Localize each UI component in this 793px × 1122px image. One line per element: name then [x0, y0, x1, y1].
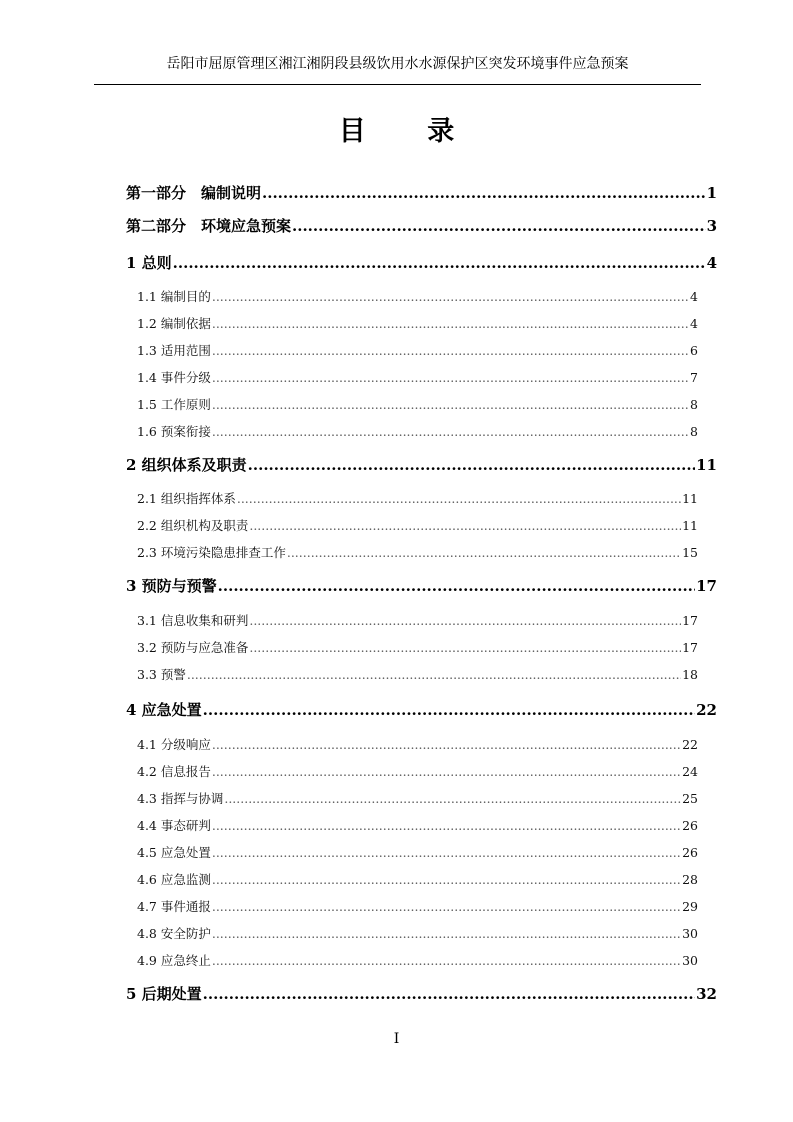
toc-dot-leader — [203, 984, 695, 1004]
toc-entry-chapter[interactable] — [126, 984, 717, 1004]
toc-entry-page: 17 — [682, 640, 698, 655]
toc-entry-section[interactable] — [137, 288, 698, 306]
toc-dot-leader — [212, 315, 689, 333]
toc-dot-leader — [248, 455, 695, 475]
toc-entry-label: 第一部分 编制说明 — [126, 184, 262, 202]
toc-entry-page: 11 — [682, 518, 698, 533]
toc-entry-section[interactable] — [137, 952, 698, 970]
toc-title: 目 录 — [338, 116, 481, 147]
toc-entry-label: 4.5 应急处置 — [137, 845, 211, 860]
toc-entry-label: 4 应急处置 — [126, 701, 202, 719]
toc-dot-leader — [212, 369, 689, 387]
toc-entry-label: 4.8 安全防护 — [137, 926, 211, 941]
toc-entry-section[interactable] — [137, 315, 698, 333]
page-number: I — [393, 1031, 400, 1047]
toc-entry-section[interactable] — [137, 369, 698, 387]
toc-dot-leader — [292, 216, 706, 236]
toc-entry-label: 1.4 事件分级 — [137, 370, 211, 385]
toc-entry-page: 11 — [696, 456, 717, 474]
toc-entry-label: 4.1 分级响应 — [137, 737, 211, 752]
toc-dot-leader — [212, 396, 689, 414]
toc-entry-section[interactable] — [137, 342, 698, 360]
toc-entry-page: 17 — [682, 613, 698, 628]
toc-entry-page: 4 — [690, 289, 698, 304]
toc-entry-section[interactable] — [137, 844, 698, 862]
toc-entry-page: 8 — [690, 397, 698, 412]
toc-entry-section[interactable] — [137, 666, 698, 684]
toc-entry-section[interactable] — [137, 396, 698, 414]
toc-entry-page: 26 — [682, 845, 698, 860]
running-header: 岳阳市屈原管理区湘江湘阴段县级饮用水水源保护区突发环境事件应急预案 — [166, 56, 629, 72]
toc-entry-section[interactable] — [137, 817, 698, 835]
toc-entry-section[interactable] — [137, 736, 698, 754]
toc-entry-section[interactable] — [137, 925, 698, 943]
toc-entry-label: 2 组织体系及职责 — [126, 456, 247, 474]
toc-dot-leader — [212, 342, 689, 360]
toc-dot-leader — [212, 871, 681, 889]
toc-entry-label: 3 预防与预警 — [126, 577, 217, 595]
toc-entry-section[interactable] — [137, 871, 698, 889]
toc-entry-page: 8 — [690, 424, 698, 439]
toc-entry-label: 3.3 预警 — [137, 667, 186, 682]
toc-dot-leader — [212, 952, 681, 970]
toc-entry-section[interactable] — [137, 763, 698, 781]
toc-dot-leader — [237, 490, 681, 508]
toc-dot-leader — [173, 253, 706, 273]
toc-entry-label: 3.2 预防与应急准备 — [137, 640, 249, 655]
toc-entry-page: 30 — [682, 953, 698, 968]
toc-entry-label: 1.6 预案衔接 — [137, 424, 211, 439]
toc-dot-leader — [249, 639, 681, 657]
toc-entry-label: 2.3 环境污染隐患排查工作 — [137, 545, 286, 560]
toc-entry-section[interactable] — [137, 517, 698, 535]
toc-entry-page: 22 — [696, 701, 717, 719]
toc-entry-page: 32 — [696, 985, 717, 1003]
toc-entry-section[interactable] — [137, 898, 698, 916]
toc-entry-section[interactable] — [137, 790, 698, 808]
toc-entry-section[interactable] — [137, 490, 698, 508]
toc-entry-page: 3 — [706, 217, 717, 235]
toc-dot-leader — [212, 844, 681, 862]
toc-entry-label: 1.1 编制目的 — [137, 289, 211, 304]
toc-entry-label: 5 后期处置 — [126, 985, 202, 1003]
toc-entry-section[interactable] — [137, 612, 698, 630]
toc-entry-section[interactable] — [137, 639, 698, 657]
toc-entry-label: 3.1 信息收集和研判 — [137, 613, 249, 628]
toc-entry-label: 第二部分 环境应急预案 — [126, 217, 292, 235]
toc-dot-leader — [212, 898, 681, 916]
toc-entry-page: 1 — [706, 184, 717, 202]
toc-entry-label: 1.3 适用范围 — [137, 343, 211, 358]
toc-entry-page: 4 — [690, 316, 698, 331]
toc-entry-chapter[interactable] — [126, 700, 717, 720]
toc-entry-page: 24 — [682, 764, 698, 779]
toc-entry-chapter[interactable] — [126, 455, 717, 475]
toc-entry-label: 4.4 事态研判 — [137, 818, 211, 833]
toc-entry-chapter[interactable] — [126, 183, 717, 203]
toc-dot-leader — [212, 763, 681, 781]
toc-entry-page: 15 — [682, 545, 698, 560]
toc-entry-label: 4.7 事件通报 — [137, 899, 211, 914]
toc-entry-page: 22 — [682, 737, 698, 752]
toc-entry-page: 18 — [682, 667, 698, 682]
toc-entry-label: 4.2 信息报告 — [137, 764, 211, 779]
toc-dot-leader — [212, 423, 689, 441]
toc-entry-label: 1.2 编制依据 — [137, 316, 211, 331]
toc-entry-page: 6 — [690, 343, 698, 358]
toc-dot-leader — [212, 817, 681, 835]
toc-entry-label: 4.3 指挥与协调 — [137, 791, 224, 806]
toc-dot-leader — [203, 700, 695, 720]
toc-entry-page: 30 — [682, 926, 698, 941]
toc-entry-page: 7 — [690, 370, 698, 385]
toc-entry-chapter[interactable] — [126, 576, 717, 596]
toc-entry-label: 1.5 工作原则 — [137, 397, 211, 412]
toc-dot-leader — [249, 612, 681, 630]
toc-entry-label: 4.6 应急监测 — [137, 872, 211, 887]
toc-dot-leader — [224, 790, 681, 808]
toc-entry-chapter[interactable] — [126, 253, 717, 273]
toc-dot-leader — [249, 517, 681, 535]
toc-entry-page: 17 — [696, 577, 717, 595]
toc-dot-leader — [262, 183, 706, 203]
toc-entry-label: 4.9 应急终止 — [137, 953, 211, 968]
toc-entry-page: 28 — [682, 872, 698, 887]
toc-dot-leader — [187, 666, 681, 684]
toc-entry-section[interactable] — [137, 544, 698, 562]
toc-dot-leader — [212, 925, 681, 943]
toc-dot-leader — [212, 736, 681, 754]
toc-dot-leader — [212, 288, 689, 306]
toc-entry-page: 26 — [682, 818, 698, 833]
toc-entry-chapter[interactable] — [126, 216, 717, 236]
toc-entry-page: 11 — [682, 491, 698, 506]
toc-dot-leader — [218, 576, 695, 596]
toc-entry-page: 25 — [682, 791, 698, 806]
toc-entry-page: 4 — [706, 254, 717, 272]
toc-entry-page: 29 — [682, 899, 698, 914]
toc-entry-label: 2.1 组织指挥体系 — [137, 491, 236, 506]
toc-entry-label: 2.2 组织机构及职责 — [137, 518, 249, 533]
toc-entry-label: 1 总则 — [126, 254, 172, 272]
toc-entry-section[interactable] — [137, 423, 698, 441]
toc-dot-leader — [287, 544, 681, 562]
